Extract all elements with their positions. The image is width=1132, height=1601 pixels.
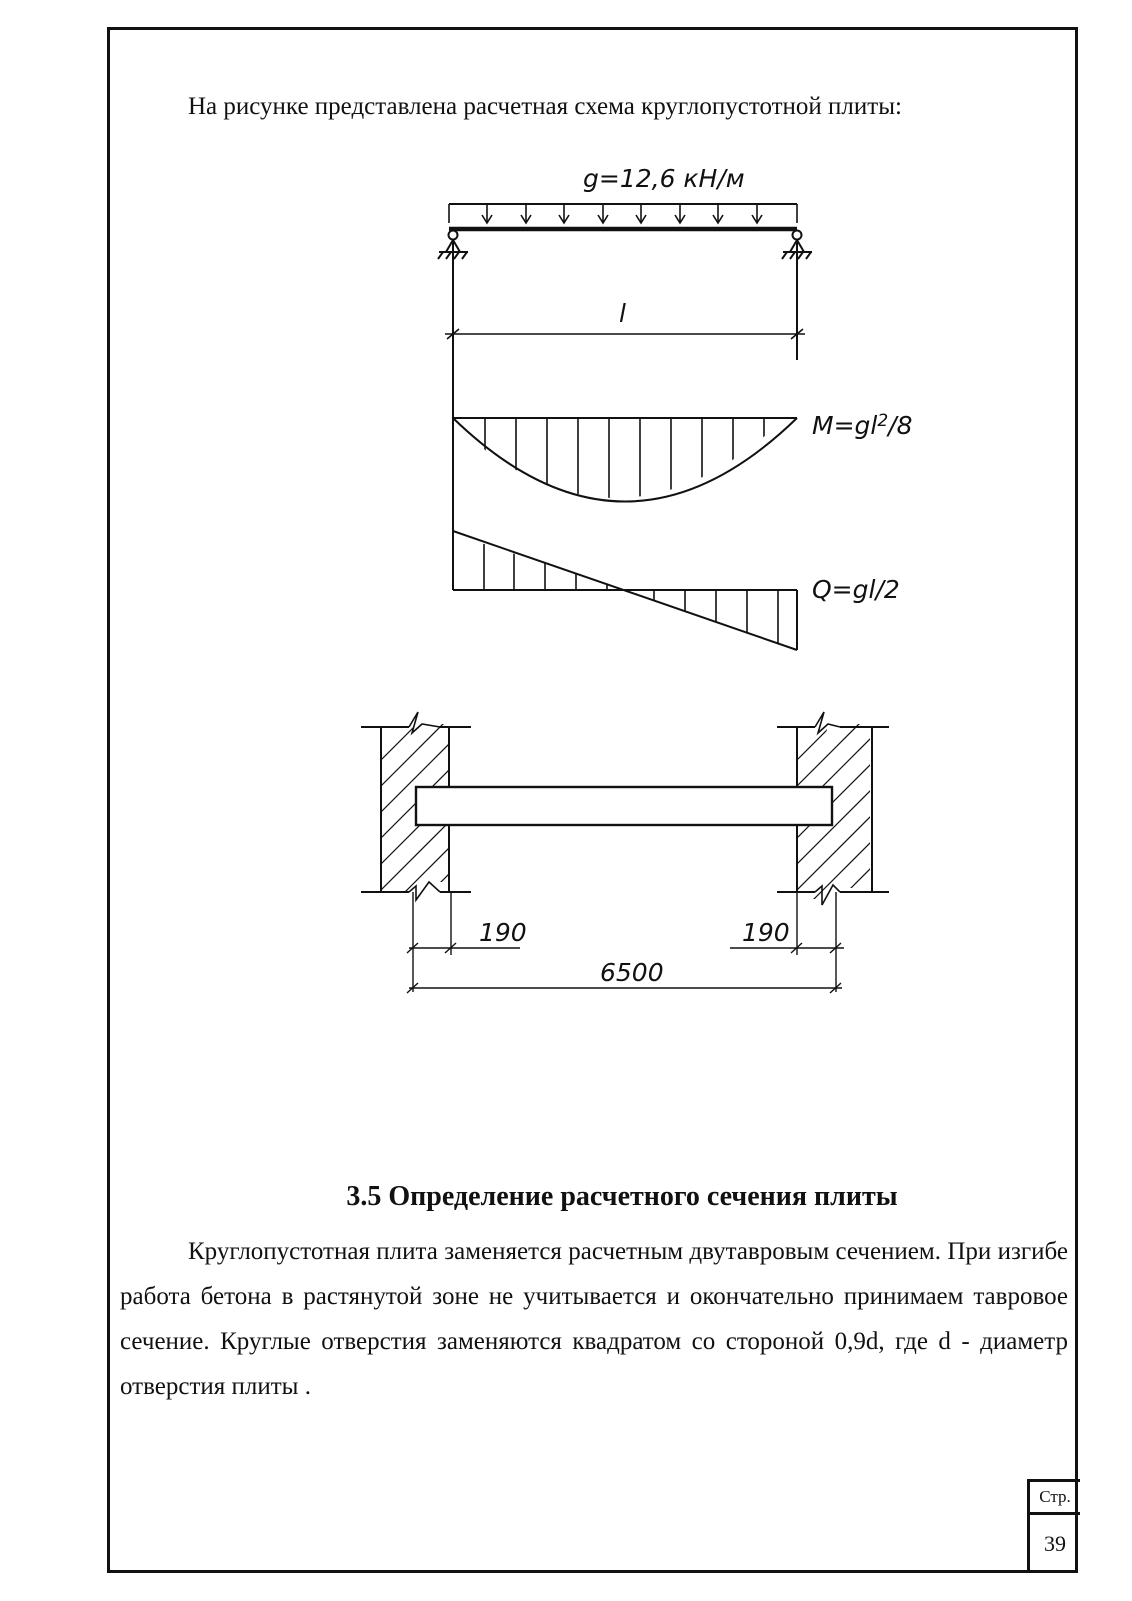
stamp-label: Стр. — [1030, 1482, 1080, 1515]
slab — [416, 787, 832, 825]
page-number: 39 — [1044, 1531, 1066, 1556]
moment-diagram — [453, 418, 797, 502]
span-dimension-label: 6500 — [600, 958, 664, 987]
bearing-right-label: 190 — [742, 918, 790, 947]
section-paragraph — [120, 1229, 1068, 1409]
moment-label-exp: 2 — [877, 411, 889, 431]
moment-label-main: M=gl — [812, 411, 878, 440]
bearing-left-label: 190 — [479, 918, 527, 947]
section-heading: 3.5 Определение расчетного сечения плиты — [346, 1181, 898, 1212]
span-label: l — [619, 299, 626, 328]
shear-label: Q=gl/2 — [812, 575, 900, 604]
moment-label — [812, 411, 913, 440]
load-scheme — [438, 204, 812, 655]
span-dimension — [445, 329, 805, 339]
support-detail — [361, 683, 889, 993]
page-stamp — [1027, 1479, 1080, 1573]
load-arrows — [449, 204, 797, 223]
load-label: g=12,6 кН/м — [583, 164, 745, 193]
moment-label-tail: /8 — [888, 411, 913, 440]
wall-left — [361, 691, 471, 968]
shear-diagram — [453, 525, 797, 655]
intro-text: На рисунке представлена расчетная схема круглопустотной плиты: — [188, 93, 902, 120]
paragraph-text: Круглопустотная плита заменяется расчетным двутавровым сечением. При изгибе работа бетона в растянутой зоне не учитывается и окончательно принимаем тавровое сечение. Круглые отверстия заменяются квадратом со стороной 0,9d, где d - диаметр отверстия плиты . — [120, 1238, 1068, 1400]
